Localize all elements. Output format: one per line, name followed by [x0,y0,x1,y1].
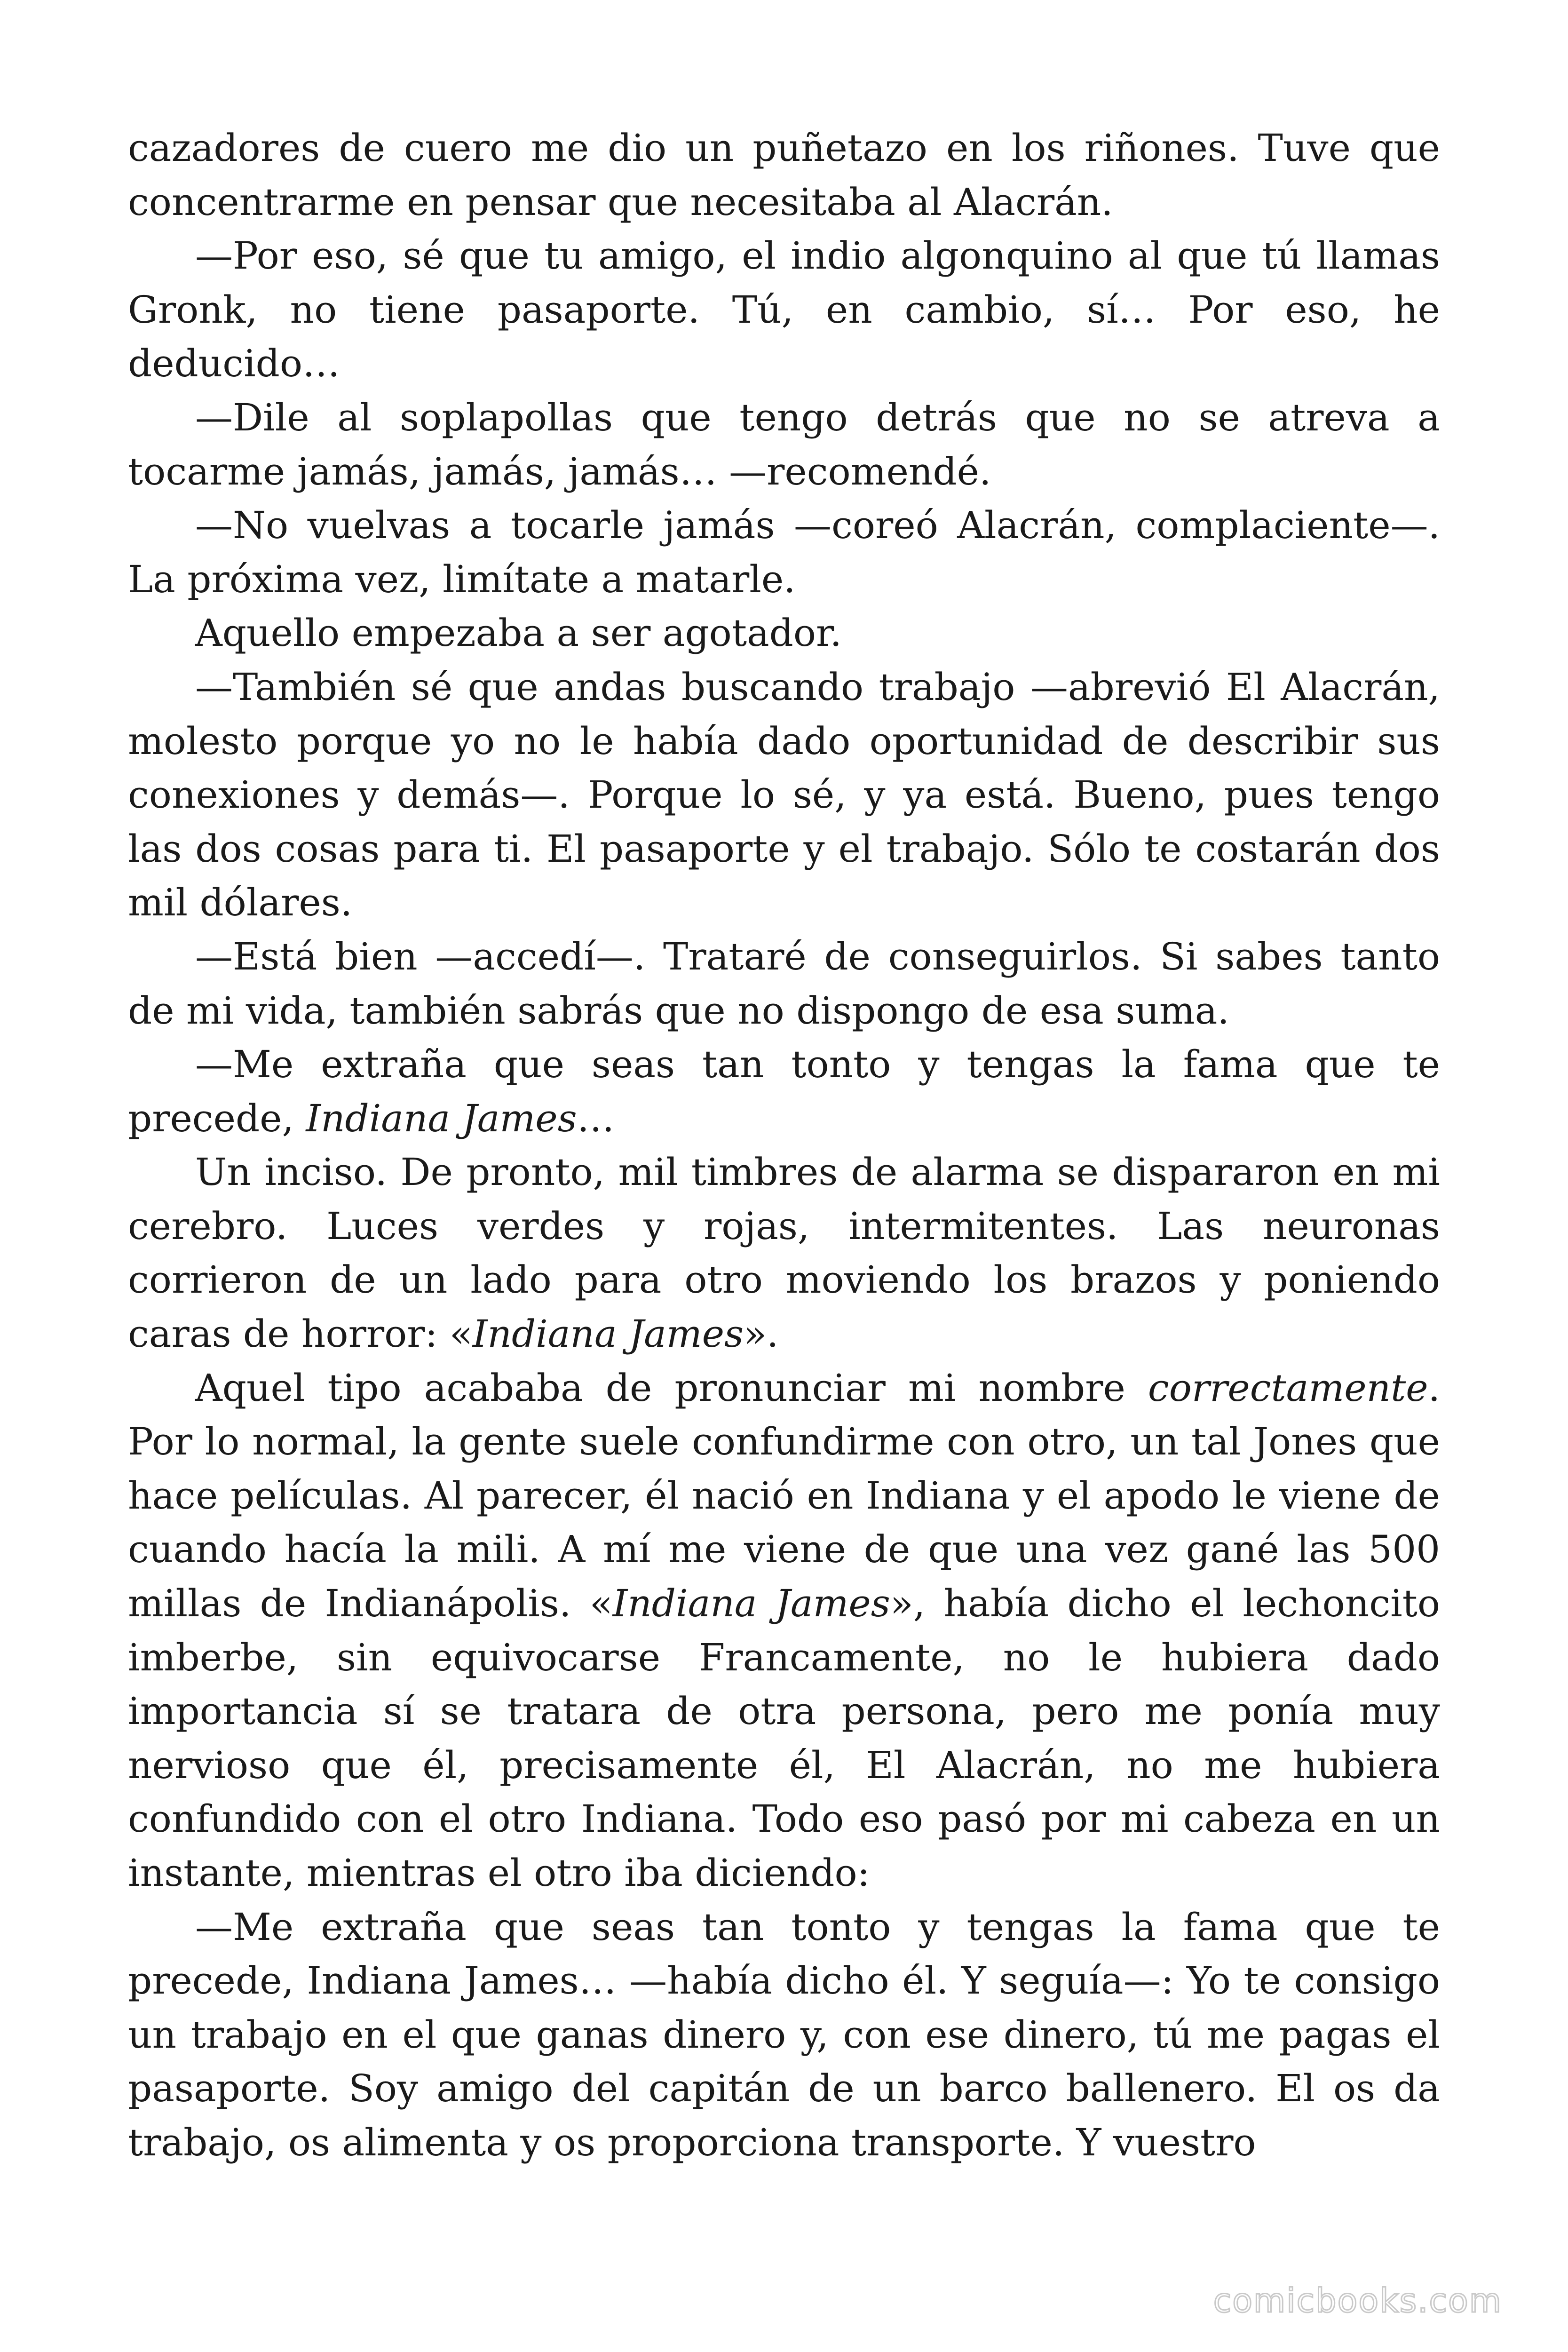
text-segment: —Me extraña que seas tan tonto y tengas la fama que te precede, Indiana James… —había dicho él. Y seguía—: Yo te consigo un trabajo en el que ganas dinero y, con ese dinero, tú me pagas el pasaporte. Soy amigo del capitán de un barco ballenero. El os da trabajo, os alimenta y os proporciona transporte. Y vuestro [128,1905,1440,2164]
italic-text: correctamente [1148,1366,1428,1410]
text-segment: —Está bien —accedí—. Trataré de conseguirlos. Si sabes tanto de mi vida, también sabrás que no dispongo de esa suma. [128,934,1440,1033]
paragraph [128,1900,1440,2170]
paragraph [128,229,1440,391]
text-segment: . Por lo normal, la gente suele confundirme con otro, un tal Jones que hace películas. Al parecer, él nació en Indiana y el apodo le viene de cuando hacía la mili. A mí me viene de que una vez gané las 500 millas de Indianápolis. « [128,1366,1440,1626]
paragraph [128,1038,1440,1145]
text-segment: cazadores de cuero me dio un puñetazo en los riñones. Tuve que concentrarme en pensar que necesitaba al Alacrán. [128,126,1440,224]
text-segment: —Dile al soplapollas que tengo detrás que no se atreva a tocarme jamás, jamás, jamás… —recomendé. [128,395,1440,493]
paragraph [128,1361,1440,1900]
text-segment: Aquello empezaba a ser agotador. [195,611,842,655]
italic-text: Indiana James [612,1581,890,1626]
text-segment: —No vuelvas a tocarle jamás —coreó Alacrán, complaciente—. La próxima vez, limítate a matarle. [128,503,1440,601]
italic-text: Indiana James [472,1312,744,1356]
text-segment: —También sé que andas buscando trabajo —abrevió El Alacrán, molesto porque yo no le había dado oportunidad de describir sus conexiones y demás—. Porque lo sé, y ya está. Bueno, pues tengo las dos cosas para ti. El pasaporte y el trabajo. Sólo te costarán dos mil dólares. [128,665,1440,925]
text-segment: … [577,1096,615,1140]
paragraph [128,606,1440,660]
paragraph [128,121,1440,229]
text-segment: —Por eso, sé que tu amigo, el indio algonquino al que tú llamas Gronk, no tiene pasaporte. Tú, en cambio, sí… Por eso, he deducido… [128,234,1440,386]
paragraph [128,1145,1440,1361]
italic-text: Indiana James [306,1096,577,1140]
text-segment: Aquel tipo acababa de pronunciar mi nombre [195,1366,1148,1410]
text-segment: —Me extraña que seas tan tonto y tengas la fama que te precede, [128,1042,1440,1140]
paragraph [128,499,1440,606]
paragraph [128,660,1440,930]
text-segment: ». [744,1312,779,1356]
book-page-text [128,121,1440,2170]
watermark-text: comicbooks.com [1213,2281,1502,2320]
paragraph [128,930,1440,1038]
paragraph [128,391,1440,499]
text-segment: Un inciso. De pronto, mil timbres de alarma se dispararon en mi cerebro. Luces verdes y rojas, intermitentes. Las neuronas corrieron de un lado para otro moviendo los brazos y poniendo caras de horror: « [128,1150,1440,1356]
text-segment: », había dicho el lechoncito imberbe, sin equivocarse Francamente, no le hubiera dado importancia sí se tratara de otra persona, pero me ponía muy nervioso que él, precisamente él, El Alacrán, no me hubiera confundido con el otro Indiana. Todo eso pasó por mi cabeza en un instante, mientras el otro iba diciendo: [128,1581,1440,1895]
